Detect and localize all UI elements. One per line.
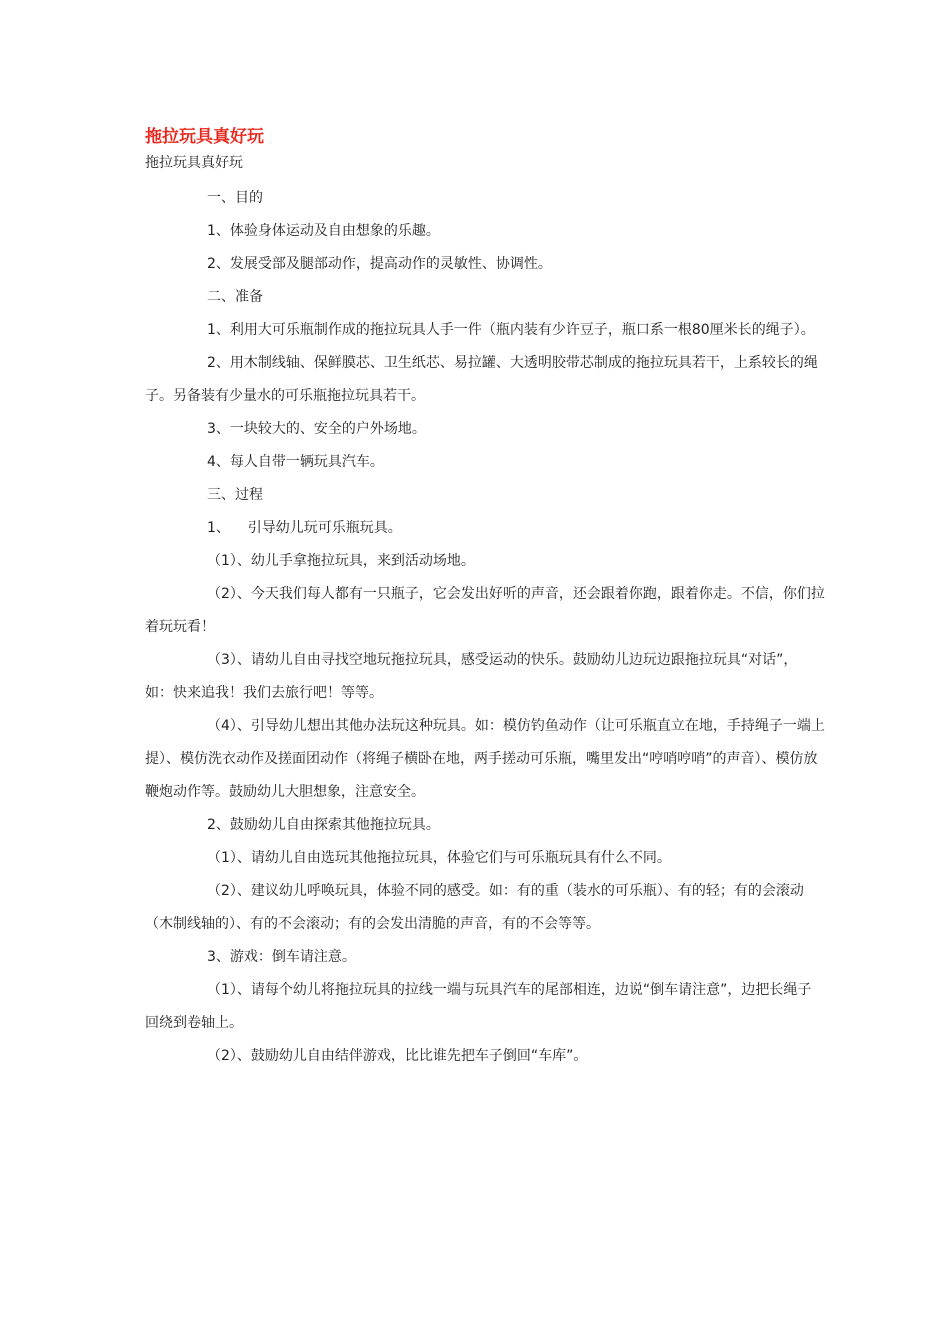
process-step-1-sub-3: （3）、请幼儿自由寻找空地玩拖拉玩具，感受运动的快乐。鼓励幼儿边玩边跟拖拉玩具“对话”，如：快来追我！我们去旅行吧！等等。 <box>145 652 798 701</box>
process-step-1-sub-1: （1）、幼儿手拿拖拉玩具，来到活动场地。 <box>207 553 475 569</box>
section-heading-process: 三、过程 <box>207 487 263 503</box>
process-step-3: 3、游戏：倒车请注意。 <box>207 949 356 965</box>
section-heading-goal: 一、目的 <box>207 190 263 206</box>
process-step-1-sub-2: （2）、今天我们每人都有一只瓶子，它会发出好听的声音，还会跟着你跑，跟着你走。不信，你们拉着玩玩看！ <box>145 586 825 635</box>
process-step-3-sub-1: （1）、请每个幼儿将拖拉玩具的拉线一端与玩具汽车的尾部相连，边说“倒车请注意”，边把长绳子回绕到卷轴上。 <box>145 982 812 1031</box>
document-page <box>145 124 825 1073</box>
preparation-item-1: 1、利用大可乐瓶制作成的拖拉玩具人手一件（瓶内装有少许豆子，瓶口系一根80厘米长的绳子）。 <box>207 322 815 338</box>
process-step-3-sub-2: （2）、鼓励幼儿自由结伴游戏，比比谁先把车子倒回“车库”。 <box>207 1048 588 1064</box>
process-step-2-sub-2: （2）、建议幼儿呼唤玩具，体验不同的感受。如：有的重（装水的可乐瓶）、有的轻；有的会滚动（木制线轴的）、有的不会滚动；有的会发出清脆的声音，有的不会等等。 <box>145 883 804 932</box>
preparation-item-3: 3、一块较大的、安全的户外场地。 <box>207 421 426 437</box>
preparation-item-4: 4、每人自带一辆玩具汽车。 <box>207 454 384 470</box>
process-step-2: 2、鼓励幼儿自由探索其他拖拉玩具。 <box>207 817 440 833</box>
goal-item-1: 1、体验身体运动及自由想象的乐趣。 <box>207 223 440 239</box>
preparation-item-2: 2、用木制线轴、保鲜膜芯、卫生纸芯、易拉罐、大透明胶带芯制成的拖拉玩具若干，上系较长的绳子。另备装有少量水的可乐瓶拖拉玩具若干。 <box>145 355 818 404</box>
document-subtitle: 拖拉玩具真好玩 <box>145 155 243 171</box>
process-step-1: 1、 引导幼儿玩可乐瓶玩具。 <box>207 520 402 536</box>
goal-item-2: 2、发展受部及腿部动作，提高动作的灵敏性、协调性。 <box>207 256 552 272</box>
process-step-1-sub-4: （4）、引导幼儿想出其他办法玩这种玩具。如：模仿钓鱼动作（让可乐瓶直立在地，手持绳子一端上提）、模仿洗衣动作及搓面团动作（将绳子横卧在地，两手搓动可乐瓶，嘴里发出“哼哨哼哨”的声音）、模仿放鞭炮动作等。鼓励幼儿大胆想象，注意安全。 <box>145 718 825 800</box>
document-title: 拖拉玩具真好玩 <box>145 127 264 147</box>
process-step-2-sub-1: （1）、请幼儿自由选玩其他拖拉玩具，体验它们与可乐瓶玩具有什么不同。 <box>207 850 671 866</box>
section-heading-preparation: 二、准备 <box>207 289 263 305</box>
